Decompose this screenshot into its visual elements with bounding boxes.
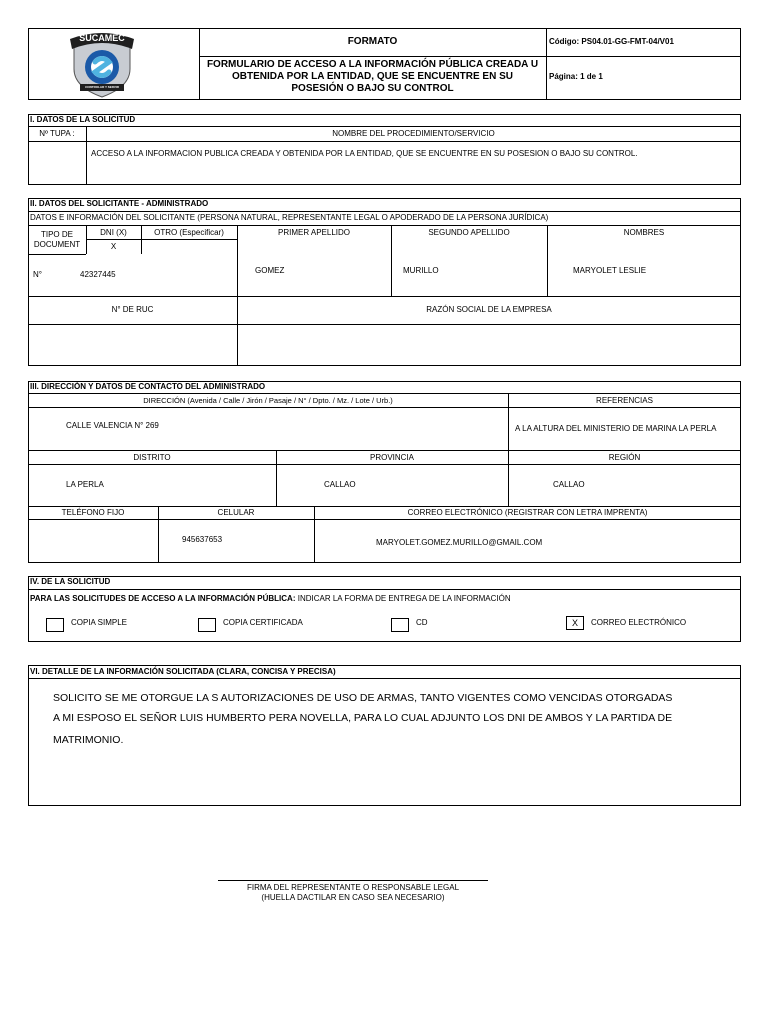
surname2-label: SEGUNDO APELLIDO (428, 228, 510, 237)
sucamec-logo (64, 29, 140, 99)
section-6-table (28, 665, 741, 806)
phone-label: TELÉFONO FIJO (61, 508, 125, 517)
email-label: CORREO ELECTRÓNICO (REGISTRAR CON LETRA IMPRENTA) (407, 508, 648, 517)
names-label: NOMBRES (623, 228, 665, 237)
district-value: LA PERLA (66, 480, 104, 489)
surname2-value: MURILLO (403, 266, 439, 275)
procedure-label: NOMBRE DEL PROCEDIMIENTO/SERVICIO (332, 129, 495, 138)
tupa-label: Nº TUPA : (39, 129, 75, 138)
province-value: CALLAO (324, 480, 356, 489)
delivery-instruction-bold: PARA LAS SOLICITUDES DE ACCESO A LA INFORMACIÓN PÚBLICA: (30, 594, 296, 603)
address-value: CALLE VALENCIA N° 269 (66, 421, 159, 430)
section-1-title: I. DATOS DE LA SOLICITUD (30, 115, 136, 124)
signature-label-2: (HUELLA DACTILAR EN CASO SEA NECESARIO) (261, 893, 445, 902)
detail-line-1: SOLICITO SE ME OTORGUE LA S AUTORIZACIONES DE USO DE ARMAS, TANTO VIGENTES COMO VENCIDAS OTORGADAS (53, 692, 673, 704)
form-title-line1: FORMULARIO DE ACCESO A LA INFORMACIÓN PÚBLICA CREADA U (206, 59, 539, 70)
mobile-label: CELULAR (217, 508, 255, 517)
company-label: RAZÓN SOCIAL DE LA EMPRESA (426, 305, 552, 314)
email-value: MARYOLET.GOMEZ.MURILLO@GMAIL.COM (376, 538, 543, 547)
region-label: REGIÓN (608, 453, 641, 462)
mobile-value: 945637653 (182, 535, 223, 544)
delivery-instruction (30, 594, 511, 604)
surname1-label: PRIMER APELLIDO (277, 228, 351, 237)
signature-line (218, 880, 488, 881)
format-label: FORMATO (347, 36, 398, 47)
references-value: A LA ALTURA DEL MINISTERIO DE MARINA LA PERLA (515, 424, 717, 433)
document-code: Código: PS04.01-GG-FMT-04/V01 (549, 37, 674, 46)
doc-number-label: N° (33, 270, 42, 279)
other-doc-label: OTRO (Especificar) (154, 228, 224, 237)
section-2-title: II. DATOS DEL SOLICITANTE - ADMINISTRADO (30, 199, 209, 208)
signature-label-1: FIRMA DEL REPRESENTANTE O RESPONSABLE LEGAL (246, 883, 460, 892)
section-4-title: IV. DE LA SOLICITUD (30, 577, 111, 586)
section-3-title: III. DIRECCIÓN Y DATOS DE CONTACTO DEL ADMINISTRADO (30, 382, 266, 391)
section-6-title: VI. DETALLE DE LA INFORMACIÓN SOLICITADA (CLARA, CONCISA Y PRECISA) (30, 667, 336, 676)
address-label: DIRECCIÓN (Avenida / Calle / Jirón / Pasaje / N° / Dpto. / Mz. / Lote / Urb.) (143, 396, 393, 405)
detail-line-2: A MI ESPOSO EL SEÑOR LUIS HUMBERTO PERA NOVELLA, PARA LO CUAL ADJUNTO LOS DNI DE AMBOS Y LA PARTIDA DE (53, 712, 673, 724)
form-title-line2: OBTENIDA POR LA ENTIDAD, QUE SE ENCUENTRE EN SU (232, 71, 513, 82)
email-option-label: CORREO ELECTRÓNICO (591, 618, 687, 627)
page-number: Página: 1 de 1 (549, 72, 603, 81)
district-label: DISTRITO (133, 453, 171, 462)
dni-label: DNI (X) (100, 228, 127, 237)
section-2-subtitle: DATOS E INFORMACIÓN DEL SOLICITANTE (PERSONA NATURAL, REPRESENTANTE LEGAL O APODERADO DE LA PERSONA JURÍDICA) (30, 213, 549, 222)
references-label: REFERENCIAS (596, 396, 653, 405)
copy-simple-checkbox[interactable] (46, 618, 64, 632)
section-3-table (28, 381, 741, 563)
certified-copy-label: COPIA CERTIFICADA (223, 618, 303, 627)
province-label: PROVINCIA (369, 453, 414, 462)
region-value: CALLAO (553, 480, 585, 489)
delivery-instruction-rest: INDICAR LA FORMA DE ENTREGA DE LA INFORMACIÓN (297, 594, 511, 603)
cd-label: CD (416, 618, 428, 627)
email-checkbox[interactable]: X (566, 616, 584, 630)
dni-mark: X (110, 242, 117, 251)
section-2-table (28, 198, 741, 366)
certified-copy-checkbox[interactable] (198, 618, 216, 632)
logo-motto: CONTROLAR Y SERVIR (85, 85, 119, 89)
logo-text: SUCAMEC (79, 33, 125, 43)
form-title-line3: POSESIÓN O BAJO SU CONTROL (291, 83, 454, 94)
section-4-table (28, 576, 741, 642)
doc-type-label-1: TIPO DE (40, 230, 73, 239)
copy-simple-label: COPIA SIMPLE (71, 618, 128, 627)
ruc-label: N° DE RUC (111, 305, 154, 314)
doc-type-label-2: DOCUMENT (33, 240, 81, 249)
doc-number-value: 42327445 (80, 270, 116, 279)
surname1-value: GOMEZ (255, 266, 285, 275)
detail-line-3: MATRIMONIO. (53, 734, 124, 746)
procedure-value: ACCESO A LA INFORMACION PUBLICA CREADA Y OBTENIDA POR LA ENTIDAD, QUE SE ENCUENTRE EN SU POSESION O BAJO SU CONTROL. (91, 149, 638, 158)
names-value: MARYOLET LESLIE (573, 266, 647, 275)
cd-checkbox[interactable] (391, 618, 409, 632)
